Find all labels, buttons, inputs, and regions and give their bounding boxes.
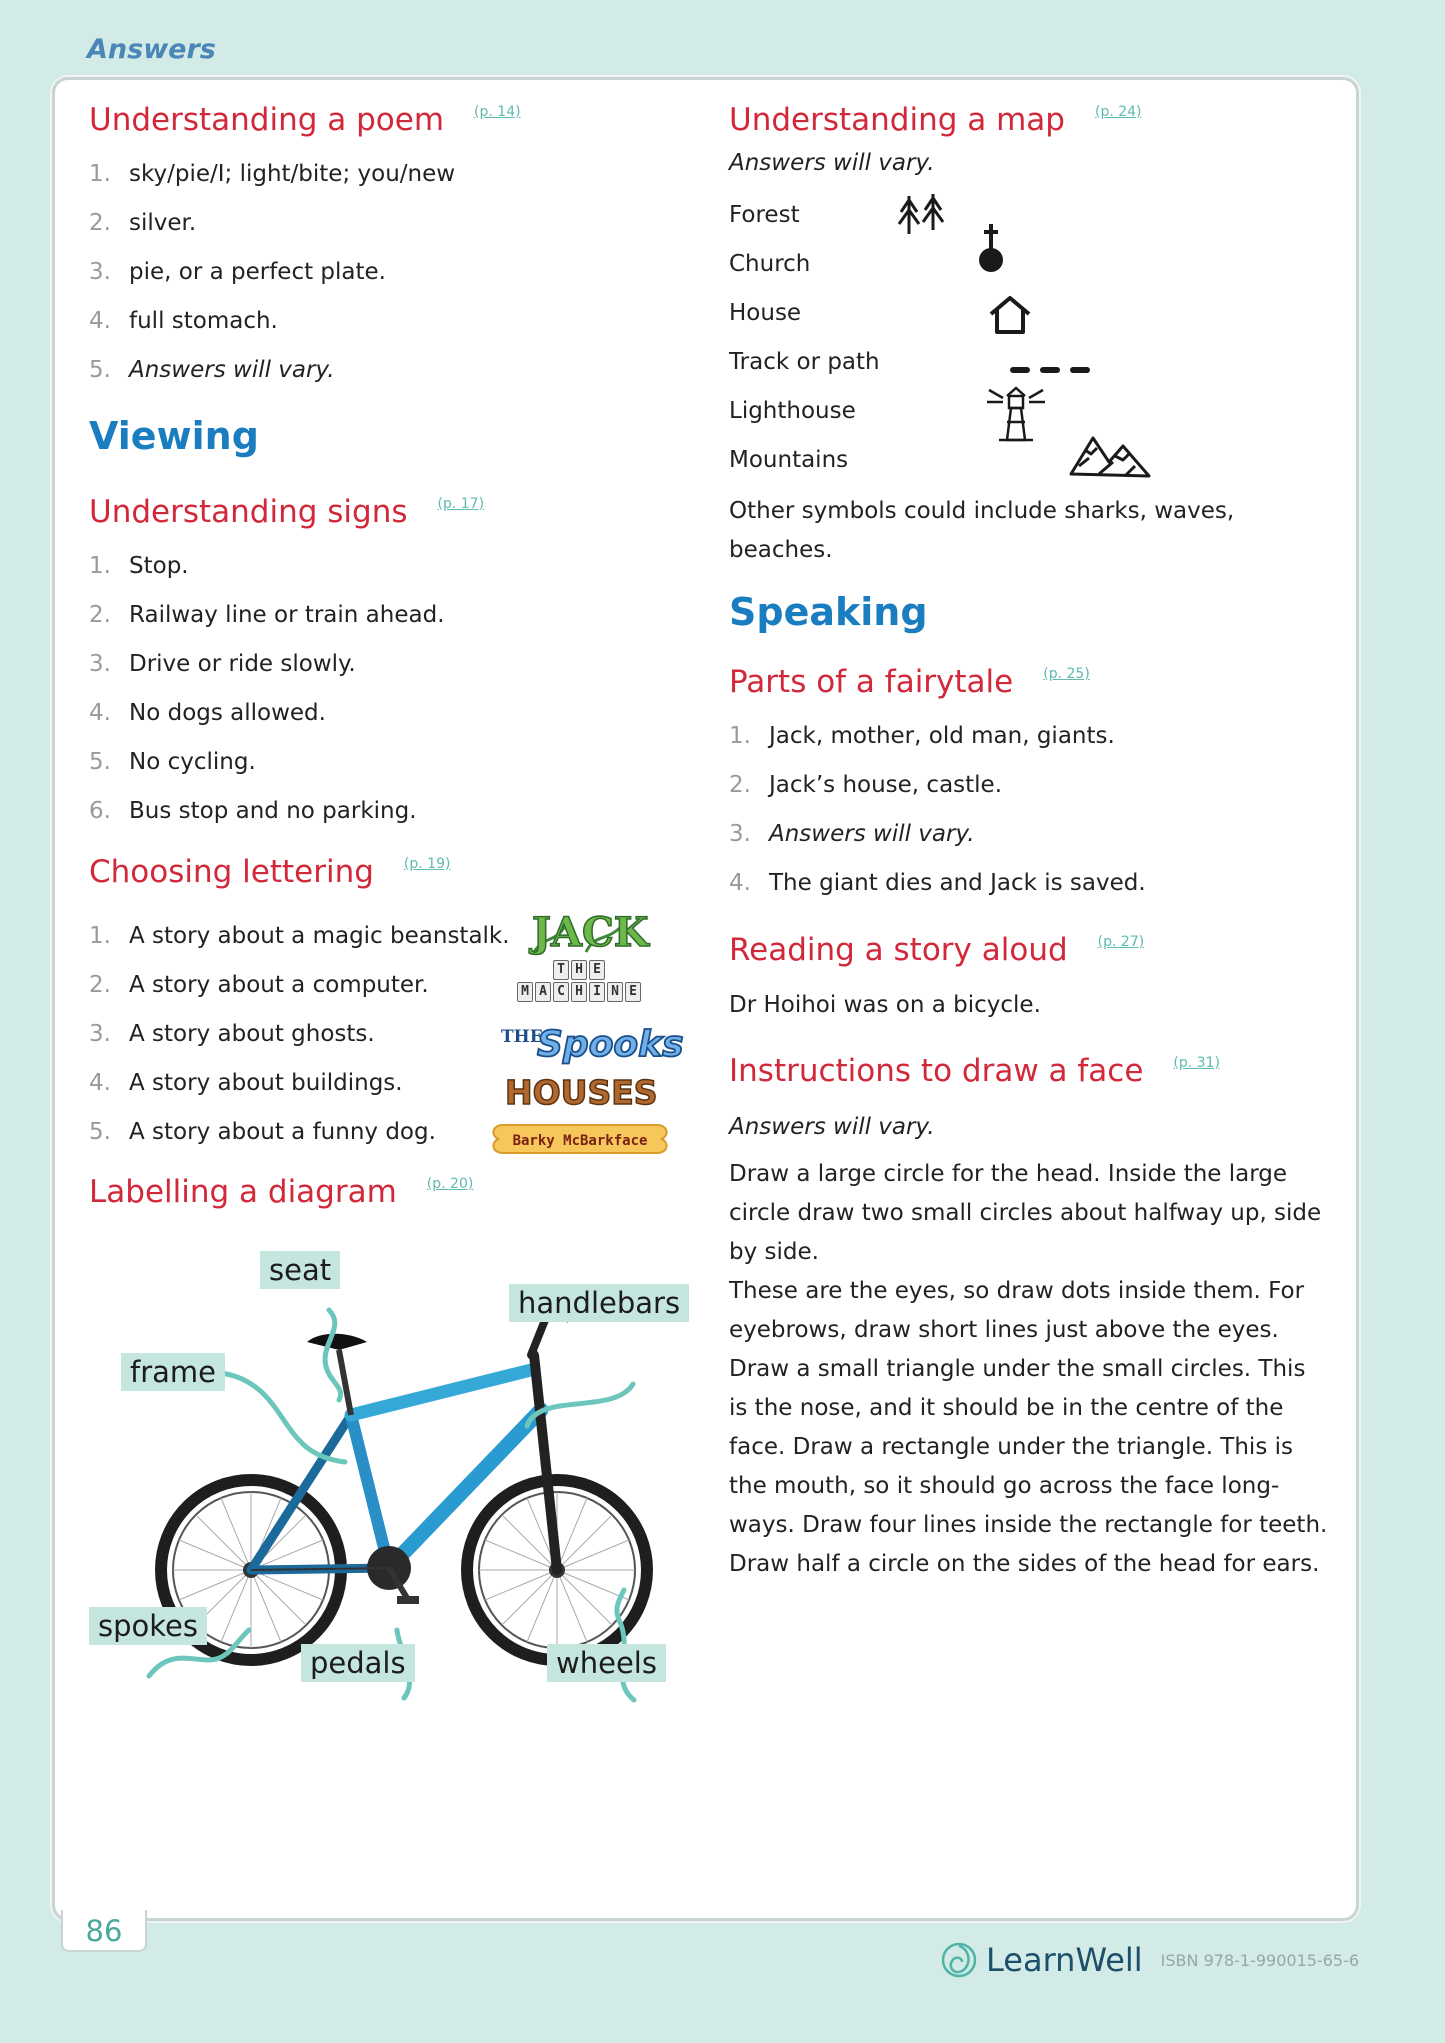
jack-lettering-logo [526, 904, 649, 956]
brand-name: LearnWell [986, 1941, 1143, 1979]
face-note: Answers will vary. [729, 1114, 935, 1140]
page-ref-link[interactable]: (p. 20) [426, 1176, 474, 1192]
path-icon [1007, 362, 1093, 378]
map-key-house: House [729, 300, 802, 326]
machine-letter-tile: I [589, 982, 605, 1002]
face-paragraph-1: Draw a large circle for the head. Inside the large circle draw two small circles about halfway up, side by side. [729, 1161, 1322, 1265]
lighthouse-icon [985, 382, 1047, 446]
list-item: 4. full stomach. [89, 308, 278, 334]
machine-letter-tile: A [535, 982, 551, 1002]
machine-letter-tile: C [553, 982, 569, 1002]
story-answer: Dr Hoihoi was on a bicycle. [729, 992, 1041, 1018]
machine-letter-tile: M [517, 982, 533, 1002]
bike-frame [251, 1320, 557, 1570]
map-key-track: Track or path [729, 349, 880, 375]
face-heading: Instructions to draw a face $^{(p. 31)}$ [729, 1053, 1220, 1089]
page-ref-link[interactable]: (p. 19) [403, 856, 451, 872]
page-ref-link[interactable]: (p. 25) [1043, 666, 1090, 682]
label-pedals: pedals [301, 1644, 415, 1682]
barky-lettering-logo [487, 1117, 673, 1161]
map-other-symbols: Other symbols could include sharks, waves, beaches. [729, 498, 1235, 563]
list-item: 4. The giant dies and Jack is saved. [729, 870, 1146, 896]
spooks-lettering-logo [499, 1012, 684, 1065]
machine-letter-tile: E [625, 982, 641, 1002]
label-wheels: wheels [547, 1644, 666, 1682]
label-handlebars: handlebars [509, 1284, 689, 1322]
list-item: 5. No cycling. [89, 749, 256, 775]
label-seat: seat [260, 1251, 340, 1289]
map-key-lighthouse: Lighthouse [729, 398, 856, 424]
speaking-heading: Speaking [729, 590, 928, 634]
lettering-heading: Choosing lettering $^{(p. 19)}$ [89, 854, 451, 890]
machine-letter-tile: T [553, 960, 569, 980]
list-item: 1. Jack, mother, old man, giants. [729, 723, 1115, 749]
list-item: 4. A story about buildings. [89, 1070, 403, 1096]
publisher-brand [940, 1936, 1359, 1984]
machine-lettering-logo [517, 960, 641, 1002]
bike-seat [307, 1334, 367, 1350]
machine-letter-tile: N [607, 982, 623, 1002]
isbn: ISBN 978-1-990015-65-6 [1160, 1950, 1360, 1970]
story-heading: Reading a story aloud $^{(p. 27)}$ [729, 932, 1145, 968]
page-ref-link[interactable]: (p. 17) [437, 496, 485, 512]
page-ref-link[interactable]: (p. 31) [1173, 1055, 1220, 1071]
list-item: 3. A story about ghosts. [89, 1021, 375, 1047]
list-item: 6. Bus stop and no parking. [89, 798, 417, 824]
barky-logo-text: Barky McBarkface [512, 1133, 648, 1149]
list-item: 5. Answers will vary. [89, 357, 335, 383]
spooks-logo-text: Spooks [537, 1024, 684, 1065]
page-number: 86 [61, 1910, 147, 1952]
house-icon [987, 294, 1033, 336]
list-item: 2. silver. [89, 210, 197, 236]
mountains-icon [1069, 428, 1153, 480]
face-paragraph-2: These are the eyes, so draw dots inside them. For eyebrows, draw short lines just above the eyes. Draw a small triangle under the small circles. This is the nose, and it should be in the centre of the face. Draw a rectangle under the triangle. This is the mouth, so it should go across the face long-ways. Draw four lines inside the rectangle for teeth. Draw half a circle on the sides of the head for ears. [729, 1278, 1328, 1577]
list-item: 1. sky/pie/I; light/bite; you/new [89, 161, 456, 187]
list-item: 1. A story about a magic beanstalk. [89, 923, 510, 949]
list-item: 2. Railway line or train ahead. [89, 602, 445, 628]
signs-heading: Understanding signs $^{(p. 17)}$ [89, 494, 485, 530]
list-item: 3. pie, or a perfect plate. [89, 259, 386, 285]
page-ref-link[interactable]: (p. 24) [1094, 104, 1142, 120]
answers-card [52, 77, 1359, 1921]
list-item: 3. Answers will vary. [729, 821, 975, 847]
map-note: Answers will vary. [729, 150, 935, 176]
map-key-mountains: Mountains [729, 447, 849, 473]
page-ref-link[interactable]: (p. 27) [1097, 934, 1145, 950]
diagram-heading: Labelling a diagram $^{(p. 20)}$ [89, 1174, 474, 1210]
list-item: 2. A story about a computer. [89, 972, 429, 998]
map-key-forest: Forest [729, 202, 800, 228]
list-item: 2. Jack’s house, castle. [729, 772, 1003, 798]
fairytale-heading: Parts of a fairytale $^{(p. 25)}$ [729, 664, 1090, 700]
list-item: 5. A story about a funny dog. [89, 1119, 436, 1145]
houses-lettering-logo [503, 1068, 658, 1112]
machine-letter-tile: H [571, 960, 587, 980]
list-item: 1. Stop. [89, 553, 189, 579]
jack-logo-text: JACK [532, 909, 649, 956]
map-heading: Understanding a map $^{(p. 24)}$ [729, 102, 1142, 138]
church-icon [975, 222, 1007, 274]
machine-letter-tile: H [571, 982, 587, 1002]
machine-letter-tile: E [589, 960, 605, 980]
list-item: 3. Drive or ride slowly. [89, 651, 356, 677]
page-ref-link[interactable]: (p. 14) [474, 104, 521, 120]
poem-heading: Understanding a poem $^{(p. 14)}$ [89, 102, 521, 138]
label-frame: frame [121, 1353, 225, 1391]
spooks-the-text: THE [501, 1027, 543, 1047]
label-spokes: spokes [89, 1607, 207, 1645]
viewing-heading: Viewing [89, 414, 259, 458]
learnwell-logo-icon [940, 1941, 978, 1979]
list-item: 4. No dogs allowed. [89, 700, 326, 726]
houses-logo-text: HOUSES [505, 1073, 658, 1112]
header-label: Answers [87, 34, 216, 65]
trees-icon [895, 190, 951, 238]
map-key-church: Church [729, 251, 811, 277]
